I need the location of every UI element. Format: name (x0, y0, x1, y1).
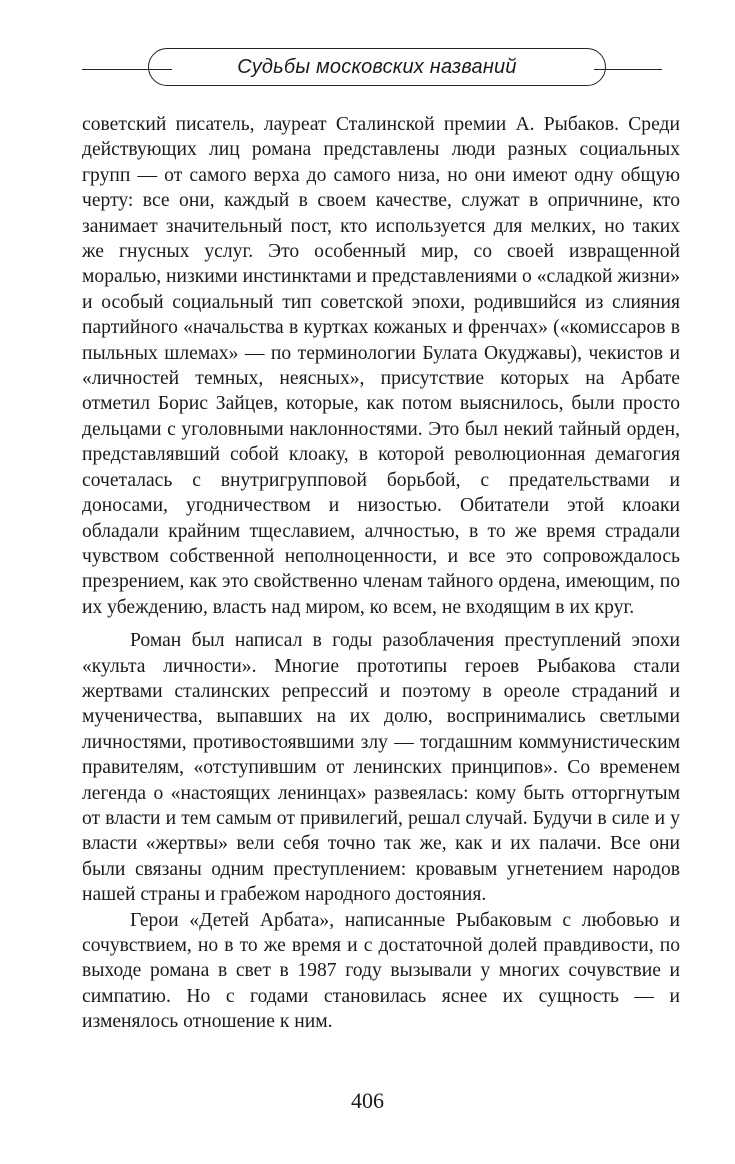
header-title: Судьбы московских названий (237, 55, 517, 78)
header-frame (148, 48, 606, 86)
running-header (82, 48, 662, 90)
paragraph: советский писатель, лауреат Сталинской премии А. Рыбаков. Среди действующих лиц романа представлены люди разных социальных групп — от самого верха до самого низа, но они имеют одну общую черту: все они, каждый в своем качестве, служат в опричнине, кто занимает значительный пост, кто используется для мелких, но таких же гнусных услуг. Это особенный мир, со своей извращенной моралью, низкими инстинктами и представлениями о «сладкой жизни» и особый социальный тип советской эпохи, родившийся из слияния партийного «начальства в куртках кожаных и френчах» («комиссаров в пыльных шлемах» — по терминологии Булата Окуджавы), чекистов и «личностей темных, неясных», присутствие которых на Арбате отметил Борис Зайцев, которые, как потом выяснилось, были просто дельцами с уголовными наклонностями. Это был некий тайный орден, представлявший собой клоаку, в которой революционная демагогия сочеталась с внутригрупповой борьбой, с предательствами и доносами, угодничеством и низостью. Обитатели этой клоаки обладали крайним тщеславием, алчностью, в то же время страдали чувством собственной неполноценности, и все это сопровождалось презрением, как это свойственно членам тайного ордена, имеющим, по их убеждению, власть над миром, ко всем, не входящим в их круг. (82, 114, 680, 618)
paragraph: Герои «Детей Арбата», написанные Рыбаковым с любовью и сочувствием, но в то же время и с достаточной долей правдивости, по выходе романа в свет в 1987 году вызывали у многих сочувствие и симпатию. Но с годами становилась яснее их сущность — и изменялось отношение к ним. (82, 909, 680, 1033)
paragraph: Роман был написал в годы разоблачения преступлений эпохи «культа личности». Многие прототипы героев Рыбакова стали жертвами сталинских репрессий и поэтому в ореоле страданий и мученичества, выпавших на их долю, воспринимались светлыми личностями, противостоявшими злу — тогдашним коммунистическим правителям, «отступившим от ленинских принципов». Со временем легенда о «настоящих ленинцах» развеялась: кому быть отторгнутым от власти и тем самым от привилегий, решал случай. Будучи в силе и у власти «жертвы» вели себя точно так же, как и их палачи. Все они были связаны одним преступлением: кровавым угнетением народов нашей страны и грабежом народного достояния. (82, 630, 680, 906)
page-number: 406 (351, 1088, 384, 1113)
text-body (82, 112, 680, 1035)
